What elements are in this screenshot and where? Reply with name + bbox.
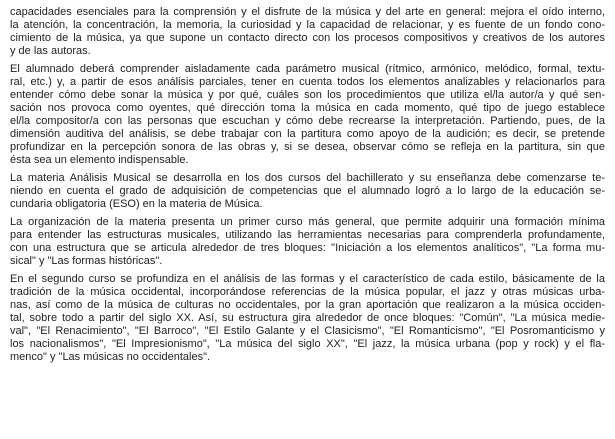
text-line: entender cómo debe sonar la música y por qué, cuáles son los procedimientos que utiliza el/la autor/a y qué sen-: [10, 89, 605, 101]
paragraph-1: [10, 6, 605, 58]
text-line: y de las autoras.: [10, 45, 91, 57]
text-line: La materia Análisis Musical se desarrolla en los dos cursos del bachillerato y su enseñanza debe comenzarse te-: [10, 172, 605, 184]
text-line: En el segundo curso se profundiza en el análisis de las formas y el característico de cada estilo, básicamente de la: [10, 273, 605, 285]
text-line: sical" y "Las formas históricas".: [10, 255, 163, 267]
paragraph-4: [10, 216, 605, 268]
text-block: [10, 6, 605, 364]
text-line: cimiento de la música, ya que supone un contacto directo con los procesos compositivos y creativos de los autores: [10, 32, 605, 44]
text-line: tradición de la música occidental, incorporándose referencias de la música popular, el jazz y otras músicas urba-: [10, 286, 605, 298]
text-line: dimensión auditiva del análisis, se debe trabajar con la partitura como apoyo de la audición; es decir, se pretende: [10, 128, 605, 140]
paragraph-2: [10, 63, 605, 167]
text-line: ral, etc.) y, a partir de esos análisis parciales, tener en cuenta todos los elementos analizables y relacionarlos para: [10, 76, 605, 88]
text-line: profundizar en la percepción sonora de las obras y, si se desea, observar cómo se refleja en la partitura, sin que: [10, 141, 605, 153]
text-line: niendo en cuenta el grado de adquisición de competencias que el alumnado logró a lo largo de la educación se-: [10, 185, 605, 197]
text-line: los nacionalismos", "El Impresionismo", "La música del siglo XX", "El jazz, la música urbana (pop y rock) y el fla-: [10, 338, 605, 350]
paragraph-5: [10, 273, 605, 364]
text-line: tal, sobre todo a partir del siglo XX. Así, su estructura gira alrededor de once bloques: "Común", "La música medie-: [10, 312, 605, 324]
text-line: menco" y "Las músicas no occidentales".: [10, 351, 211, 363]
text-line: nas, así como de la música de culturas no occidentales, por la gran aportación que realizaron a la música occiden-: [10, 299, 605, 311]
text-line: ésta sea un elemento indispensable.: [10, 154, 189, 166]
text-line: para entender las estructuras musicales, utilizando las herramientas necesarias para comprenderla profundamente,: [10, 229, 605, 241]
text-line: el/la compositor/a con las personas que escuchan y cómo debe recrearse la interpretación. Partiendo, pues, de la: [10, 115, 605, 127]
text-line: sación nos provoca como oyentes, qué dirección toma la música en cada momento, qué tipo de juego establece: [10, 102, 605, 114]
text-line: val", "El Renacimiento", "El Barroco", "El Estilo Galante y el Clasicismo", "El Romanticismo", "El Posromanticismo y: [10, 325, 605, 337]
text-line: con una estructura que se articula alrededor de tres bloques: "Iniciación a los elementos analíticos", "La forma mu-: [10, 242, 605, 254]
text-line: La organización de la materia presenta un primer curso más general, que permite adquirir una formación mínima: [10, 216, 605, 228]
text-line: capacidades esenciales para la comprensión y el disfrute de la música y del arte en general: mejora el oído interno,: [10, 6, 605, 18]
text-line: El alumnado deberá comprender aisladamente cada parámetro musical (rítmico, armónico, melódico, formal, textu-: [10, 63, 605, 75]
text-line: la atención, la concentración, la memoria, la curiosidad y la capacidad de relacionar, y es fuente de un fondo cono-: [10, 19, 605, 31]
paragraph-3: [10, 172, 605, 211]
text-line: cundaria obligatoria (ESO) en la materia de Música.: [10, 198, 263, 210]
